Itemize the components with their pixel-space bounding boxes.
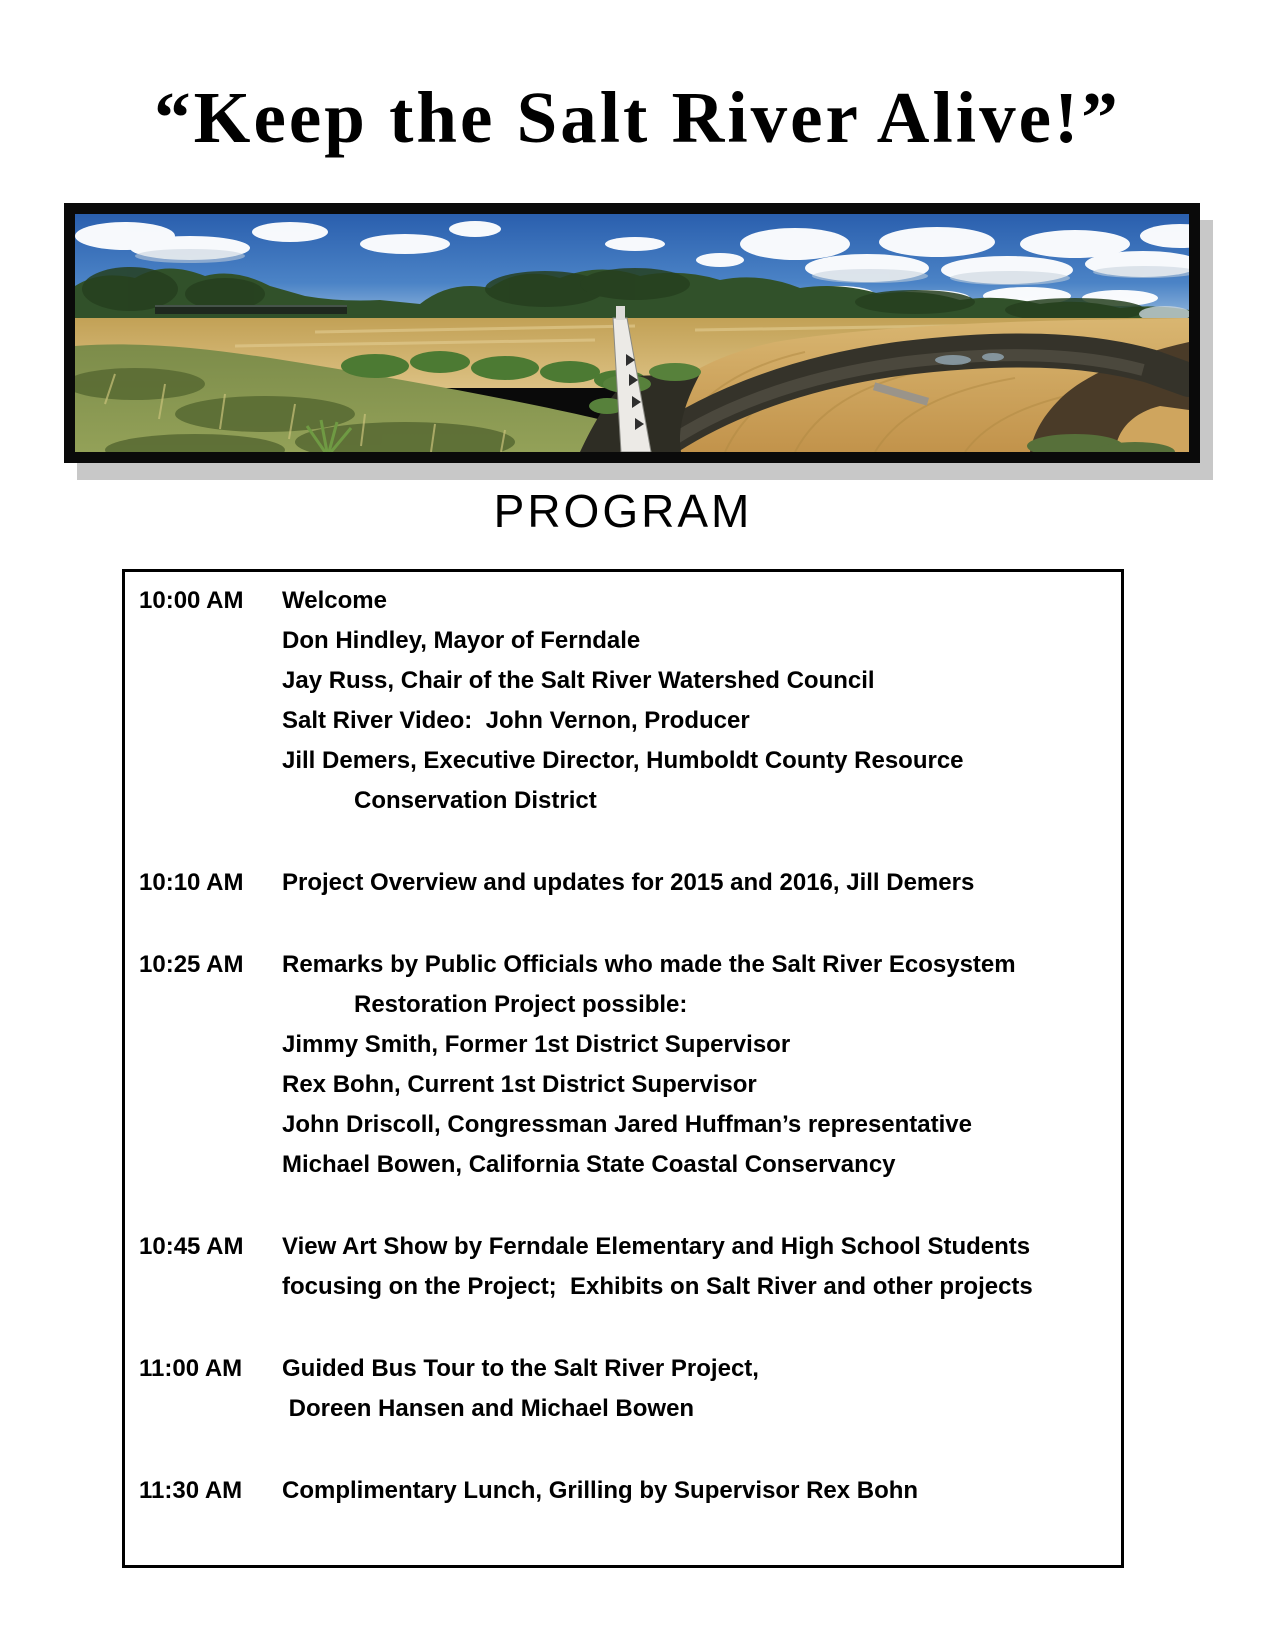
schedule-line: Jimmy Smith, Former 1st District Supervisor — [282, 1031, 791, 1058]
schedule-lines — [282, 945, 1105, 1185]
schedule-line: Remarks by Public Officials who made the Salt River Ecosystem — [282, 951, 1016, 978]
schedule-line: Complimentary Lunch, Grilling by Supervisor Rex Bohn — [282, 1477, 919, 1504]
schedule-lines — [282, 1349, 1105, 1429]
photo-bridge — [155, 305, 347, 314]
schedule-line: Jill Demers, Executive Director, Humboldt County Resource — [282, 747, 964, 774]
schedule-line: Salt River Video: John Vernon, Producer — [282, 707, 750, 734]
salt-river-panorama-photo — [75, 214, 1189, 452]
schedule-entry — [139, 581, 1105, 821]
schedule-line: View Art Show by Ferndale Elementary and High School Students — [282, 1233, 1031, 1260]
schedule-time: 10:00 AM — [139, 587, 244, 614]
schedule-box — [122, 569, 1124, 1568]
schedule-entry — [139, 863, 1105, 903]
schedule-line: Jay Russ, Chair of the Salt River Watershed Council — [282, 667, 875, 694]
schedule-time: 10:45 AM — [139, 1233, 244, 1260]
schedule-line: John Driscoll, Congressman Jared Huffman’s representative — [282, 1111, 972, 1138]
schedule-line: Welcome — [282, 587, 387, 614]
schedule-entry — [139, 1471, 1105, 1511]
schedule-time: 10:25 AM — [139, 951, 244, 978]
program-heading: PROGRAM — [493, 485, 753, 537]
salt-river-photo-frame — [64, 203, 1200, 463]
schedule-entry — [139, 945, 1105, 1185]
schedule-line: Don Hindley, Mayor of Ferndale — [282, 627, 641, 654]
schedule-entry — [139, 1349, 1105, 1429]
schedule-time: 11:30 AM — [139, 1477, 243, 1504]
schedule-line: Doreen Hansen and Michael Bowen — [282, 1395, 695, 1422]
schedule-line: Conservation District — [354, 787, 597, 814]
schedule-lines — [282, 581, 1105, 821]
schedule-list — [139, 581, 1105, 1511]
schedule-line: Restoration Project possible: — [354, 991, 688, 1018]
schedule-line: Rex Bohn, Current 1st District Supervisor — [282, 1071, 757, 1098]
schedule-line: Project Overview and updates for 2015 and 2016, Jill Demers — [282, 869, 975, 896]
page-title: “Keep the Salt River Alive!” — [154, 77, 1121, 158]
schedule-lines — [282, 1227, 1105, 1307]
schedule-lines — [282, 863, 1105, 903]
schedule-time: 11:00 AM — [139, 1355, 243, 1382]
schedule-entry — [139, 1227, 1105, 1307]
schedule-lines — [282, 1471, 1105, 1511]
schedule-line: Michael Bowen, California State Coastal Conservancy — [282, 1151, 896, 1178]
schedule-line: Guided Bus Tour to the Salt River Project, — [282, 1355, 759, 1382]
schedule-line: focusing on the Project; Exhibits on Salt River and other projects — [282, 1273, 1033, 1300]
schedule-time: 10:10 AM — [139, 869, 244, 896]
